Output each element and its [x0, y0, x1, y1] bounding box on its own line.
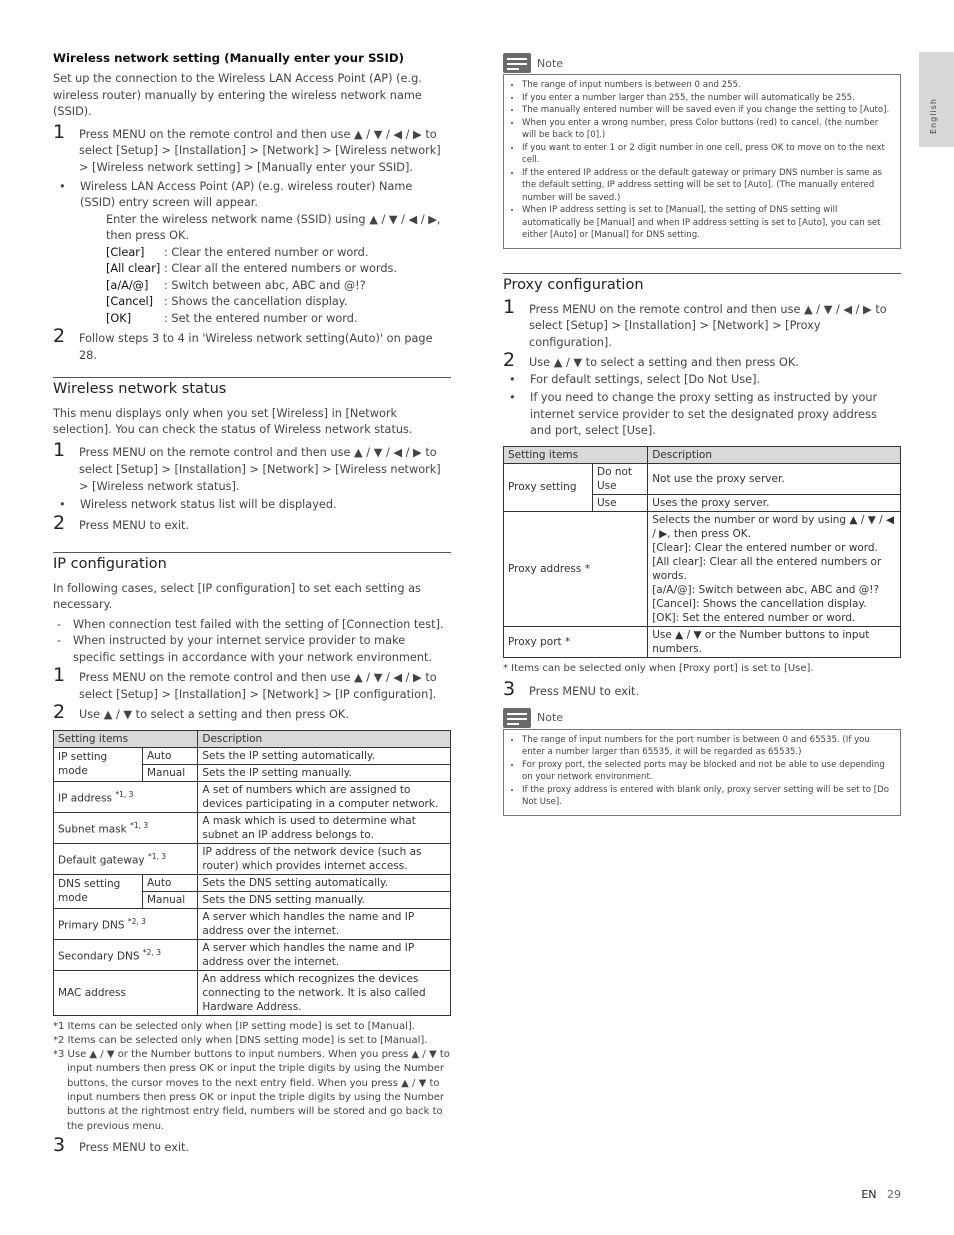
- status-heading: Wireless network status: [53, 380, 227, 397]
- table-header: Setting items: [54, 730, 198, 747]
- note-item: • For proxy port, the selected ports may be blocked and not be able to use depending on your network environment.: [522, 759, 892, 784]
- note-item: • If the proxy address is entered with blank only, proxy server setting will be set to [Do Not Use].: [522, 784, 892, 809]
- cell-line: [OK]: Set the entered number or word.: [652, 611, 856, 624]
- ssid-heading: Wireless network setting (Manually enter your SSID): [53, 51, 405, 65]
- status-bullet-text: Wireless network status list will be displayed.: [80, 498, 337, 512]
- ip-step-1-text: Press MENU on the remote control and then use ▲ / ▼ / ◀ / ▶ to select [Setup] > [Installation] > [Network] > [IP configuration].: [79, 671, 437, 701]
- table-cell: An address which recognizes the devices connecting to the network. It is also called Hardware Address.: [198, 970, 451, 1015]
- table-cell: MAC address: [54, 970, 198, 1015]
- table-row: [54, 874, 451, 891]
- table-cell: [54, 939, 198, 970]
- ssid-step-2-text: Follow steps 3 to 4 in 'Wireless network setting(Auto)' on page 28.: [79, 332, 433, 363]
- proxy-step-1: 1 Press MENU on the remote control and then use ▲ / ▼ / ◀ / ▶ to select [Setup] > [Installation] > [Network] > [Proxy configuration].: [503, 295, 887, 350]
- table-header: Description: [648, 446, 901, 463]
- section-divider: [53, 552, 451, 553]
- section-divider: [53, 377, 451, 378]
- table-cell: Use: [593, 494, 648, 511]
- table-cell: Do not Use: [593, 463, 648, 494]
- proxy-heading: Proxy configuration: [503, 276, 644, 293]
- cell-line: [a/A/@]: Switch between abc, ABC and @!?: [652, 583, 880, 596]
- table-cell: [54, 908, 198, 939]
- table-cell: Auto: [143, 874, 198, 891]
- ip-heading: IP configuration: [53, 555, 167, 572]
- ip-step-2-text: Use ▲ / ▼ to select a setting and then press OK.: [79, 707, 349, 721]
- note-item: • The range of input numbers is between 0 and 255.: [522, 79, 892, 92]
- note-item: • The range of input numbers for the port number is between 0 and 65535. (If you enter a number larger than 65535, it will be regarded as 65535.): [522, 734, 892, 759]
- proxy-bullet-1-text: For default settings, select [Do Not Use].: [530, 372, 761, 386]
- language-tab-label: English: [929, 98, 938, 134]
- table-cell: A server which handles the name and IP address over the internet.: [198, 908, 451, 939]
- status-step-2: 2 Press MENU to exit.: [53, 511, 190, 534]
- proxy-bullet-1: [503, 372, 901, 389]
- footnote-mark: *1, 3: [147, 851, 167, 861]
- ssid-step-1-text: Press MENU on the remote control and then use ▲ / ▼ / ◀ / ▶ to select [Setup] > [Installation] > [Network] > [Wireless network] > [Wireless network setting] > [Manually enter your SSID].: [79, 127, 441, 175]
- table-cell: Use ▲ / ▼ or the Number buttons to input numbers.: [648, 626, 901, 657]
- key-row: [106, 261, 451, 278]
- ip-intro: In following cases, select [IP configuration] to set each setting as necessary.: [53, 581, 421, 612]
- status-bullet: [53, 497, 451, 514]
- table-cell: Proxy port *: [504, 626, 648, 657]
- proxy-step-2-text: Use ▲ / ▼ to select a setting and then press OK.: [529, 355, 799, 369]
- status-step-1-text: Press MENU on the remote control and then use ▲ / ▼ / ◀ / ▶ to select [Setup] > [Installation] > [Network] > [Wireless network] > [Wireless network status].: [79, 445, 441, 493]
- status-step-1: 1 Press MENU on the remote control and then use ▲ / ▼ / ◀ / ▶ to select [Setup] > [Installation] > [Network] > [Wireless network] > [Wireless network status].: [53, 438, 441, 493]
- table-cell: [54, 781, 198, 812]
- table-row: [54, 812, 451, 843]
- table-row: [54, 843, 451, 874]
- note-header: [503, 52, 901, 74]
- ip-case-2-text: When instructed by your internet service provider to make specific settings in accordance with your network environment.: [73, 634, 433, 664]
- status-step-2-text: Press MENU to exit.: [79, 518, 190, 532]
- ssid-step-1: 1 Press MENU on the remote control and then use ▲ / ▼ / ◀ / ▶ to select [Setup] > [Installation] > [Network] > [Wireless network] > [Wireless network setting] > [Manually enter your SSID].: [53, 120, 441, 175]
- note-item: • When IP address setting is set to [Manual], the setting of DNS setting will automatically be [Manual] and when IP address setting is set to [Auto], you can set either [Auto] or [Manual] for DNS setting.: [522, 204, 892, 242]
- table-cell: A mask which is used to determine what subnet an IP address belongs to.: [198, 812, 451, 843]
- table-cell: [54, 843, 198, 874]
- ssid-bullet: [53, 179, 451, 212]
- table-row: [54, 781, 451, 812]
- proxy-settings-table: [503, 446, 901, 658]
- key-desc: : Clear all the entered numbers or words.: [164, 262, 398, 276]
- page-footer: [861, 1188, 901, 1201]
- note-label: Note: [537, 711, 564, 725]
- cell-line: Selects the number or word by using ▲ / ▼ / ◀ / ▶, then press OK.: [652, 513, 895, 540]
- table-row: [504, 626, 901, 657]
- footnote-3: *3 Use ▲ / ▼ or the Number buttons to input numbers. When you press ▲ / ▼ to input numbers then press OK or input the triple digits by using the Number buttons, the cursor moves to the next entry field. When you press ▲ / ▼ to input numbers then press OK or input the triple digits by using the Number buttons at the rightmost entry field, numbers will be stored and go back to the previous menu.: [53, 1049, 450, 1132]
- key-row: [106, 311, 451, 328]
- table-cell: IP address of the network device (such as router) which provides internet access.: [198, 843, 451, 874]
- proxy-footnote: * Items can be selected only when [Proxy port] is set to [Use].: [503, 662, 814, 674]
- proxy-step-2: 2 Use ▲ / ▼ to select a setting and then press OK.: [503, 348, 799, 371]
- footnote-1: *1 Items can be selected only when [IP setting mode] is set to [Manual].: [53, 1020, 415, 1032]
- table-cell: A server which handles the name and IP address over the internet.: [198, 939, 451, 970]
- ip-case-2: [53, 633, 451, 666]
- footer-lang: EN: [861, 1188, 877, 1201]
- footnote-mark: *1, 3: [115, 789, 134, 799]
- cell-line: [Clear]: Clear the entered number or word.: [652, 541, 878, 554]
- language-tab: [919, 52, 954, 147]
- section-divider: [503, 273, 901, 274]
- footnote-mark: *2, 3: [142, 947, 161, 957]
- key-row: [106, 278, 451, 295]
- table-row: [54, 939, 451, 970]
- cell-line: [Cancel]: Shows the cancellation display.: [652, 597, 867, 610]
- key-row: [106, 294, 451, 311]
- table-row: [54, 908, 451, 939]
- note-icon: [503, 53, 531, 73]
- table-cell: Auto: [143, 747, 198, 764]
- note-box: [503, 729, 901, 816]
- table-header: Setting items: [504, 446, 648, 463]
- ip-step-2: 2 Use ▲ / ▼ to select a setting and then press OK.: [53, 700, 349, 723]
- item-label: IP address: [58, 792, 113, 805]
- proxy-step-3: 3 Press MENU to exit.: [503, 677, 640, 700]
- table-header-row: [504, 446, 901, 463]
- key-desc: : Shows the cancellation display.: [164, 295, 348, 309]
- table-cell: Uses the proxy server.: [648, 494, 901, 511]
- note-header: [503, 707, 901, 729]
- proxy-bullet-2-text: If you need to change the proxy setting as instructed by your internet service provider to set the designated proxy address and port, select [Use].: [530, 391, 878, 438]
- table-row: [504, 463, 901, 494]
- ip-step-3-text: Press MENU to exit.: [79, 1140, 190, 1154]
- footnote-mark: *2, 3: [127, 916, 146, 926]
- table-cell: Not use the proxy server.: [648, 463, 901, 494]
- ssid-bullet-2: Enter the wireless network name (SSID) using ▲ / ▼ / ◀ / ▶, then press OK.: [106, 212, 441, 243]
- table-cell: Manual: [143, 764, 198, 781]
- key-name: [Cancel]: [106, 295, 154, 309]
- table-header-row: [54, 730, 451, 747]
- item-label: Primary DNS: [58, 919, 125, 932]
- footnote-2: *2 Items can be selected only when [DNS setting mode] is set to [Manual].: [53, 1034, 428, 1046]
- page-number: 29: [887, 1188, 901, 1201]
- key-name: [a/A/@]: [106, 278, 149, 292]
- table-cell: A set of numbers which are assigned to devices participating in a computer network.: [198, 781, 451, 812]
- note-item: • When you enter a wrong number, press Color buttons (red) to cancel. (the number will be back to [0].): [522, 117, 892, 142]
- proxy-step-1-text: Press MENU on the remote control and then use ▲ / ▼ / ◀ / ▶ to select [Setup] > [Installation] > [Network] > [Proxy configuration].: [529, 302, 887, 350]
- proxy-bullet-2: [503, 390, 901, 440]
- note-icon: [503, 708, 531, 728]
- table-cell: Sets the IP setting automatically.: [198, 747, 451, 764]
- table-cell: [54, 812, 198, 843]
- table-cell: Proxy setting: [504, 463, 593, 511]
- table-cell: DNS setting mode: [54, 874, 143, 908]
- table-cell: [648, 511, 901, 626]
- table-cell: Sets the IP setting manually.: [198, 764, 451, 781]
- table-cell: Manual: [143, 891, 198, 908]
- note-item: • If the entered IP address or the default gateway or primary DNS number is same as the default setting, IP address setting will be set to [Auto]. (The manually entered number will be saved.): [522, 167, 892, 205]
- table-cell: Sets the DNS setting manually.: [198, 891, 451, 908]
- ssid-intro: Set up the connection to the Wireless LAN Access Point (AP) (e.g. wireless router) manually by entering the wireless network name (SSID).: [53, 72, 422, 118]
- item-label: Secondary DNS: [58, 950, 140, 963]
- table-cell: Sets the DNS setting automatically.: [198, 874, 451, 891]
- key-name: [OK]: [106, 311, 132, 325]
- ip-step-1: 1 Press MENU on the remote control and then use ▲ / ▼ / ◀ / ▶ to select [Setup] > [Installation] > [Network] > [IP configuration].: [53, 664, 437, 701]
- table-cell: Proxy address *: [504, 511, 648, 626]
- right-column: [503, 52, 901, 816]
- note-item: • If you enter a number larger than 255, the number will automatically be 255.: [522, 92, 892, 105]
- proxy-step-3-text: Press MENU to exit.: [529, 684, 640, 698]
- ip-settings-table: [53, 730, 451, 1016]
- ip-case-1: [53, 617, 451, 634]
- key-name: [All clear]: [106, 262, 161, 276]
- table-header: Description: [198, 730, 451, 747]
- key-desc: : Clear the entered number or word.: [164, 245, 369, 259]
- note-label: Note: [537, 56, 564, 70]
- status-intro: This menu displays only when you set [Wireless] in [Network selection]. You can check the status of Wireless network status.: [53, 406, 413, 437]
- key-desc: : Set the entered number or word.: [164, 311, 358, 325]
- ssid-bullet-text: Wireless LAN Access Point (AP) (e.g. wireless router) Name (SSID) entry screen will appear.: [80, 179, 413, 210]
- cell-line: [All clear]: Clear all the entered numbers or words.: [652, 555, 882, 582]
- table-row: [54, 970, 451, 1015]
- note-item: • The manually entered number will be saved even if you change the setting to [Auto].: [522, 104, 892, 117]
- key-row: [106, 245, 451, 262]
- left-column: [53, 50, 451, 1157]
- ip-step-3: 3 Press MENU to exit.: [53, 1133, 190, 1156]
- table-row: [504, 511, 901, 626]
- key-desc: : Switch between abc, ABC and @!?: [164, 278, 366, 292]
- ssid-step-2: 2 Follow steps 3 to 4 in 'Wireless network setting(Auto)' on page 28.: [53, 325, 433, 363]
- footnote-mark: *1, 3: [130, 820, 149, 830]
- ssid-key-list: [53, 245, 451, 328]
- note-item: • If you want to enter 1 or 2 digit number in one cell, press OK to move on to the next cell.: [522, 142, 892, 167]
- note-box: [503, 74, 901, 249]
- table-cell: IP setting mode: [54, 747, 143, 781]
- key-name: [Clear]: [106, 245, 145, 259]
- item-label: Default gateway: [58, 854, 145, 867]
- table-row: [54, 747, 451, 764]
- ip-case-1-text: When connection test failed with the setting of [Connection test].: [73, 617, 444, 631]
- item-label: Subnet mask: [58, 823, 127, 836]
